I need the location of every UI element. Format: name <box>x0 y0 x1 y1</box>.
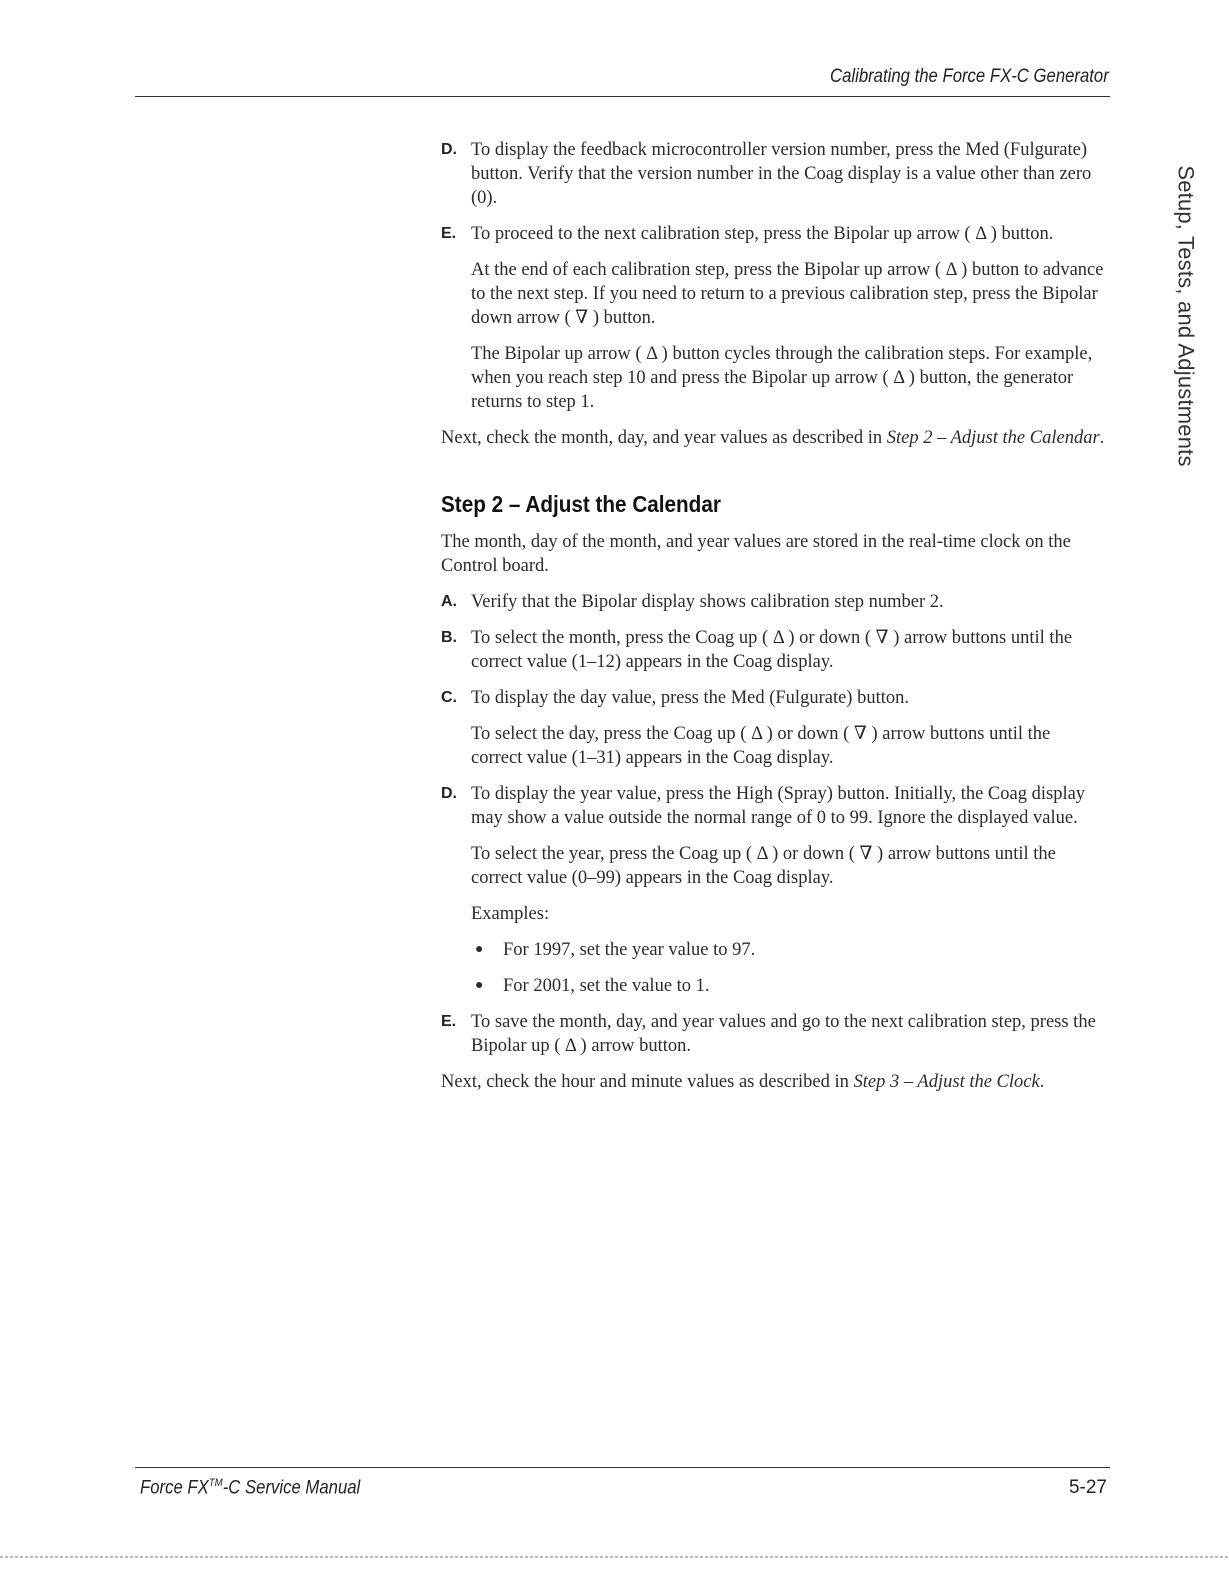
list-item <box>475 938 1106 962</box>
item-text: Verify that the Bipolar display shows calibration step number 2. <box>471 592 944 612</box>
list-item <box>475 974 1106 998</box>
trademark-mark: TM <box>208 1477 223 1489</box>
step-item-c <box>441 686 1106 710</box>
cross-reference-link[interactable]: Step 3 – Adjust the Clock <box>853 1072 1040 1092</box>
item-text: To save the month, day, and year values and go to the next calibration step, press the Bipolar up ( Δ ) arrow button. <box>471 1012 1096 1056</box>
item-text: To display the feedback microcontroller version number, press the Med (Fulgurate) button. Verify that the version number in the Coag display is a value other than zero (0). <box>471 140 1092 208</box>
scan-artifact <box>0 1556 1229 1558</box>
step-item-d <box>441 138 1106 210</box>
next-step-paragraph <box>441 1070 1106 1094</box>
item-text: To select the month, press the Coag up ( Δ ) or down ( ∇ ) arrow buttons until the correct value (1–12) appears in the Coag display. <box>471 628 1073 672</box>
indented-paragraph: To select the year, press the Coag up ( Δ ) or down ( ∇ ) arrow buttons until the correct value (0–99) appears in the Coag display. <box>471 844 1056 888</box>
manual-prefix: Force FX <box>140 1477 209 1499</box>
item-letter: C. <box>441 689 457 706</box>
footer-manual-title <box>140 1477 360 1499</box>
intro-paragraph: The month, day of the month, and year values are stored in the real-time clock on the Control board. <box>441 532 1071 576</box>
side-tab-label: Setup, Tests, and Adjustments <box>1174 165 1200 467</box>
indented-paragraph: To select the day, press the Coag up ( Δ ) or down ( ∇ ) arrow buttons until the correct value (1–31) appears in the Coag display. <box>471 724 1051 768</box>
bullet-icon: ● <box>475 978 484 993</box>
step-item-e <box>441 222 1106 246</box>
list-item-text: For 1997, set the year value to 97. <box>503 940 756 960</box>
item-letter: D. <box>441 785 457 802</box>
indented-paragraph: At the end of each calibration step, press the Bipolar up arrow ( Δ ) button to advance to the next step. If you need to return to a previous calibration step, press the Bipolar down arrow ( ∇ ) button. <box>471 260 1104 328</box>
item-letter: E. <box>441 225 457 242</box>
item-letter: A. <box>441 593 457 610</box>
indented-paragraph: The Bipolar up arrow ( Δ ) button cycles through the calibration steps. For example, when you reach step 10 and press the Bipolar up arrow ( Δ ) button, the generator returns to step 1. <box>471 344 1093 412</box>
step-item-a <box>441 590 1106 614</box>
header-rule <box>135 96 1110 97</box>
next-text: Next, check the month, day, and year values as described in <box>441 428 887 448</box>
item-text: To proceed to the next calibration step, press the Bipolar up arrow ( Δ ) button. <box>471 224 1054 244</box>
cross-reference-link[interactable]: Step 2 – Adjust the Calendar <box>886 428 1100 448</box>
next-end: . <box>1039 1072 1045 1092</box>
step-item-e <box>441 1010 1106 1058</box>
item-letter: B. <box>441 629 457 646</box>
footer-rule <box>135 1467 1110 1468</box>
step-item-b <box>441 626 1106 674</box>
page-body <box>441 138 1106 1106</box>
item-text: To display the day value, press the Med (Fulgurate) button. <box>471 688 909 708</box>
item-letter: D. <box>441 141 457 158</box>
list-item-text: For 2001, set the value to 1. <box>503 976 710 996</box>
section-heading: Step 2 – Adjust the Calendar <box>441 491 721 517</box>
next-text: Next, check the hour and minute values as described in <box>441 1072 854 1092</box>
next-step-paragraph <box>441 426 1106 450</box>
item-letter: E. <box>441 1013 457 1030</box>
page-number: 5-27 <box>1068 1477 1107 1498</box>
next-end: . <box>1099 428 1105 448</box>
section-side-tab <box>1168 166 1204 466</box>
step-item-d <box>441 782 1106 830</box>
running-header: Calibrating the Force FX-C Generator <box>830 66 1109 87</box>
item-text: To display the year value, press the High (Spray) button. Initially, the Coag display may show a value outside the normal range of 0 to 99. Ignore the displayed value. <box>471 784 1086 828</box>
bullet-icon: ● <box>475 942 484 957</box>
manual-suffix: -C Service Manual <box>222 1477 361 1499</box>
examples-label: Examples: <box>471 904 550 924</box>
